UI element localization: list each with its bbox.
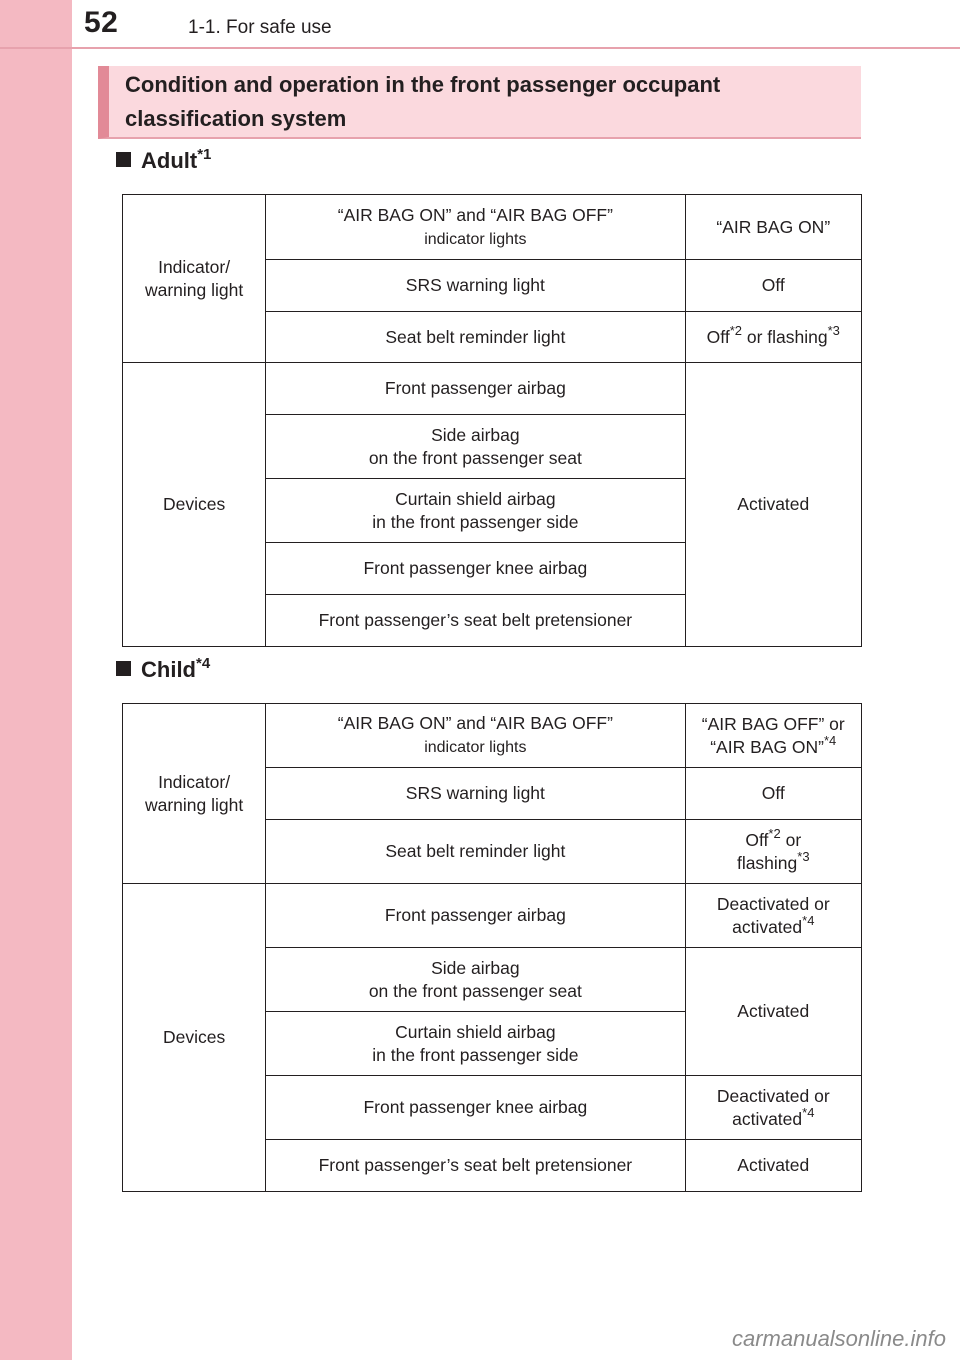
knee-airbag-value: Deactivated or activated$^{*4}$ (685, 1076, 861, 1140)
front-airbag-label: Front passenger airbag (266, 884, 685, 948)
chapter-title: 1-1. For safe use (188, 17, 332, 38)
adult-heading: Adult$^{*1}$ (116, 146, 211, 174)
adult-table (122, 194, 862, 647)
curtain-airbag-label: Curtain shield airbag in the front passenger side (266, 479, 685, 543)
devices-group-cell: Devices (123, 884, 266, 1192)
airbag-lights-label: “AIR BAG ON” and “AIR BAG OFF” indicator lights (266, 195, 685, 260)
pretensioner-label: Front passenger’s seat belt pretensioner (266, 1140, 685, 1192)
side-curtain-value: Activated (685, 948, 861, 1076)
curtain-airbag-label: Curtain shield airbag in the front passenger side (266, 1012, 685, 1076)
airbag-lights-label: “AIR BAG ON” and “AIR BAG OFF” indicator lights (266, 704, 685, 768)
watermark: carmanualsonline.info (731, 1326, 946, 1351)
table-row (123, 884, 862, 948)
srs-value: Off (685, 260, 861, 312)
seatbelt-value: Off$^{*2}$ or flashing$^{*3}$ (685, 312, 861, 363)
srs-label: SRS warning light (266, 768, 685, 820)
indicator-group-cell: Indicator/ warning light (123, 195, 266, 363)
airbag-lights-value: “AIR BAG ON” (685, 195, 861, 260)
front-airbag-label: Front passenger airbag (266, 363, 685, 415)
airbag-lights-value: “AIR BAG OFF” or “AIR BAG ON”$^{*4}$ (685, 704, 861, 768)
square-bullet-icon (116, 152, 131, 167)
srs-value: Off (685, 768, 861, 820)
devices-value: Activated (685, 363, 861, 647)
header-divider (0, 47, 960, 49)
devices-group-cell: Devices (123, 363, 266, 647)
seatbelt-value: Off$^{*2}$ or flashing$^{*3}$ (685, 820, 861, 884)
child-table (122, 703, 862, 1192)
section-title: Condition and operation in the front passenger occupant classification system (125, 72, 721, 131)
side-airbag-label: Side airbag on the front passenger seat (266, 415, 685, 479)
child-heading: Child$^{*4}$ (116, 655, 210, 683)
knee-airbag-label: Front passenger knee airbag (266, 543, 685, 595)
table-row (123, 195, 862, 260)
knee-airbag-label: Front passenger knee airbag (266, 1076, 685, 1140)
square-bullet-icon (116, 661, 131, 676)
table-row (123, 363, 862, 415)
indicator-group-cell: Indicator/ warning light (123, 704, 266, 884)
seatbelt-label: Seat belt reminder light (266, 820, 685, 884)
srs-label: SRS warning light (266, 260, 685, 312)
side-strip (0, 0, 72, 1360)
seatbelt-label: Seat belt reminder light (266, 312, 685, 363)
section-title-box (98, 66, 861, 139)
page-number: 52 (84, 6, 119, 39)
side-airbag-label: Side airbag on the front passenger seat (266, 948, 685, 1012)
front-airbag-value: Deactivated or activated$^{*4}$ (685, 884, 861, 948)
pretensioner-label: Front passenger’s seat belt pretensioner (266, 595, 685, 647)
pretensioner-value: Activated (685, 1140, 861, 1192)
table-row (123, 704, 862, 768)
